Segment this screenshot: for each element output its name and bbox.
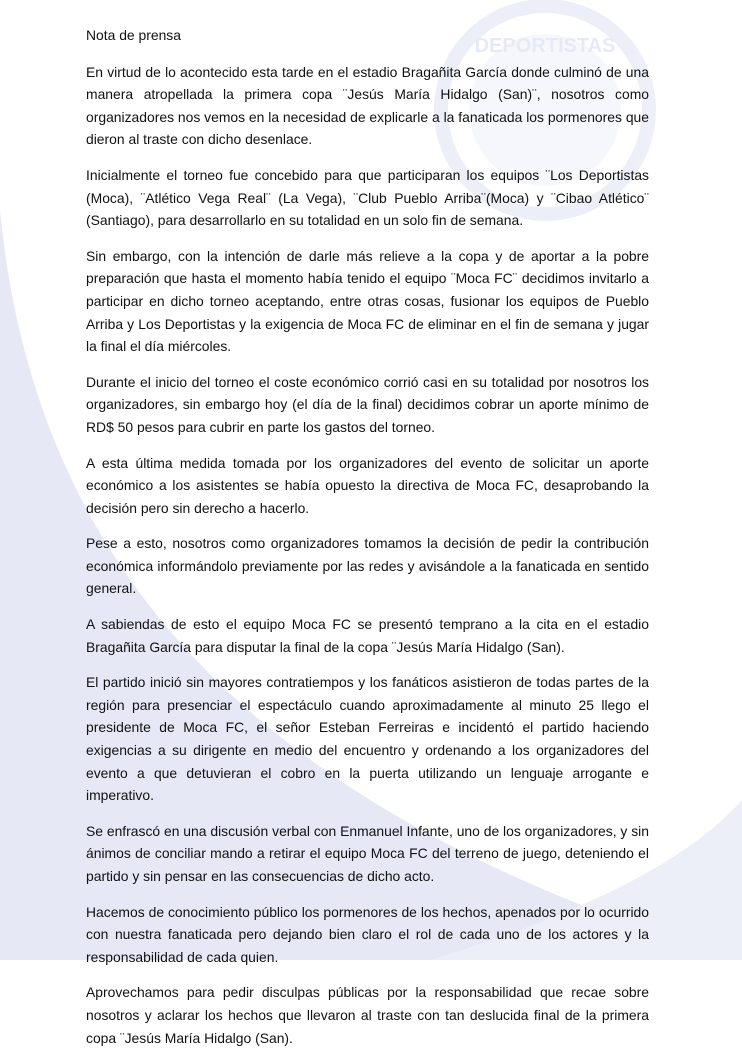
paragraph: Inicialmente el torneo fue concebido para que participaran los equipos ¨Los Deportistas (Moca), ¨Atlético Vega Real¨ (La Vega), ¨Club Pueblo Arriba¨(Moca) y ¨Cibao Atlético¨ (Santiago), para desarrollarlo en su totalidad en un solo fin de semana. (86, 166, 649, 229)
paragraph: Pese a esto, nosotros como organizadores tomamos la decisión de pedir la contribución económica informándolo previamente por las redes y avisándole a la fanaticada en sentido general. (86, 535, 649, 597)
paragraph: A esta última medida tomada por los organizadores del evento de solicitar un aporte económico a los asistentes se había opuesto la directiva de Moca FC, desaprobando la decisión pero sin derecho a hacerlo. (86, 454, 649, 516)
paragraph: En virtud de lo acontecido esta tarde en el estadio Bragañita García donde culminó de una manera atropellada la primera copa ¨Jesús María Hidalgo (San)¨, nosotros como organizadores nos vemos en la necesidad de explicarle a la fanaticada los pormenores que dieron al traste con dicho desenlace. (86, 63, 649, 148)
paragraph: Se enfrascó en una discusión verbal con Enmanuel Infante, uno de los organizadores, y sin ánimos de conciliar mando a retirar el equipo Moca FC del terreno de juego, deteniendo el partido y sin pensar en las consecuencias de dicho acto. (86, 822, 649, 884)
paragraph: A sabiendas de esto el equipo Moca FC se presentó temprano a la cita en el estadio Bragañita García para disputar la final de la copa ¨Jesús María Hidalgo (San). (86, 616, 649, 655)
press-release (86, 24, 649, 1062)
paragraph: Aprovechamos para pedir disculpas públicas por la responsabilidad que recae sobre nosotros y aclarar los hechos que llevaron al traste con tan deslucida final de la primera copa ¨Jesús María Hidalgo (San). (86, 984, 649, 1046)
paragraph: El partido inició sin mayores contratiempos y los fanáticos asistieron de todas partes de la región para presenciar el espectáculo cuando aproximadamente al minuto 25 llego el presidente de Moca FC, el señor Esteban Ferreiras e incidentó el partido haciendo exigencias a su dirigente en medio del encuentro y ordenando a los organizadores del evento a que detuvieran el cobro en la puerta utilizando un lenguaje arrogante e imperativo. (86, 674, 649, 804)
paragraph: Sin embargo, con la intención de darle más relieve a la copa y de aportar a la pobre preparación que hasta el momento había tenido el equipo ¨Moca FC¨ decidimos invitarlo a participar en dicho torneo aceptando, entre otras cosas, fusionar los equipos de Pueblo Arriba y Los Deportistas y la exigencia de Moca FC de eliminar en el fin de semana y jugar la final el día miércoles. (86, 247, 649, 355)
document-title: Nota de prensa (86, 27, 181, 43)
watermark-text: DEPORTISTAS (474, 35, 616, 57)
paragraph: Hacemos de conocimiento público los pormenores de los hechos, apenados por lo ocurrido con nuestra fanaticada pero dejando bien claro el rol de cada uno de los actores y la responsabilidad de cada quien. (86, 903, 649, 965)
paragraph: Durante el inicio del torneo el coste económico corrió casi en su totalidad por nosotros los organizadores, sin embargo hoy (el día de la final) decidimos cobrar un aporte mínimo de RD$ 50 pesos para cubrir en parte los gastos del torneo. (86, 373, 649, 435)
